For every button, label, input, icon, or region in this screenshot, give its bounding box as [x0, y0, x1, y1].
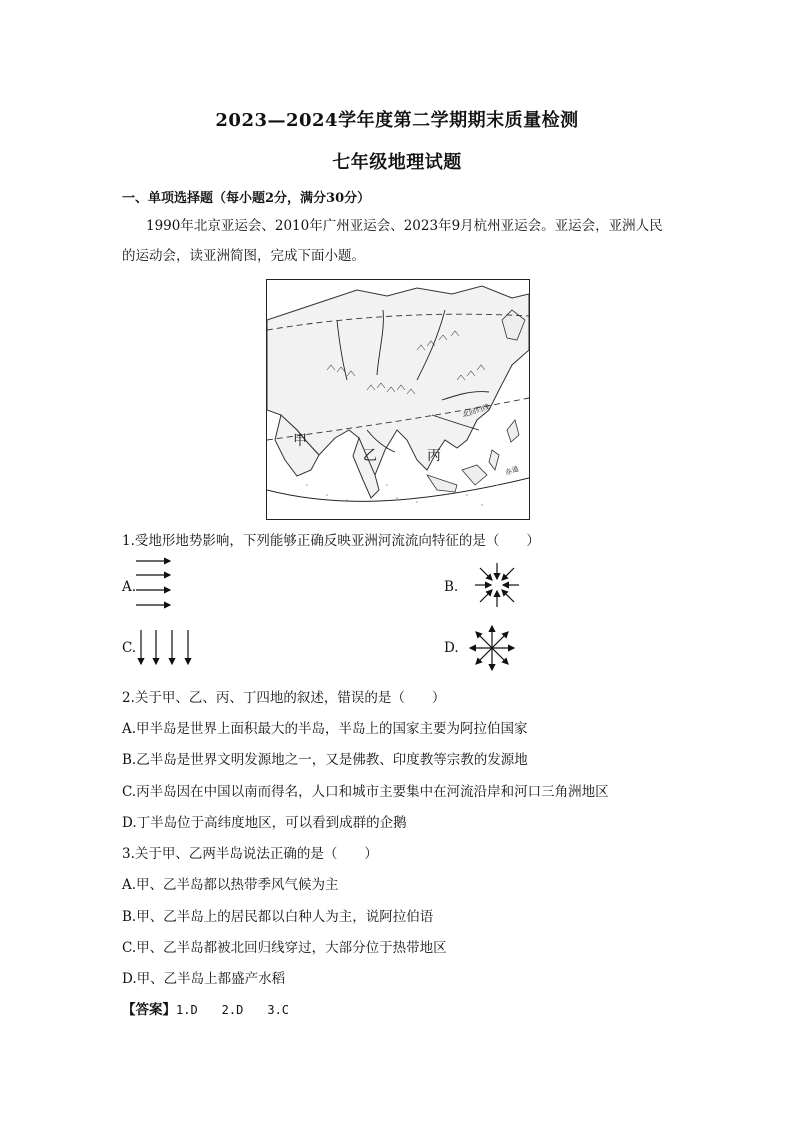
q3-option-a: A.甲、乙半岛都以热带季风气候为主 [122, 877, 339, 893]
question-2-stem: 2.关于甲、乙、丙、丁四地的叙述，错误的是（ ） [122, 690, 446, 706]
q1-option-b-label: B. [444, 579, 459, 595]
label-jia: 甲 [293, 433, 307, 449]
q1-option-b-converging-arrows-icon [474, 562, 520, 608]
question-1-stem: 1.受地形地势影响，下列能够正确反映亚洲河流流向特征的是（ ） [122, 533, 540, 549]
label-tropic: 北回归线 [461, 402, 491, 420]
q1-option-d-label: D. [444, 640, 459, 656]
q1-option-a-arrows-icon [134, 556, 174, 612]
q3-option-d: D.甲、乙半岛上都盛产水稻 [122, 971, 286, 987]
q2-option-b: B.乙半岛是世界文明发源地之一，又是佛教、印度教等宗教的发源地 [122, 752, 528, 768]
q1-option-a-label: A. [122, 579, 137, 595]
answer-label: 【答案】 [122, 1002, 176, 1018]
label-equator: 赤道 [504, 464, 520, 478]
q2-option-d: D.丁半岛位于高纬度地区，可以看到成群的企鹅 [122, 815, 407, 831]
answer-line [122, 998, 289, 1018]
intro-line-2: 的运动会，读亚洲简图，完成下面小题。 [122, 248, 365, 264]
q1-option-d-radiating-arrows-icon [468, 624, 516, 672]
q2-option-c: C.丙半岛因在中国以南而得名，人口和城市主要集中在河流沿岸和河口三角洲地区 [122, 784, 609, 800]
q2-option-a: A.甲半岛是世界上面积最大的半岛，半岛上的国家主要为阿拉伯国家 [122, 721, 528, 737]
intro-line-1: 1990年北京亚运会、2010年广州亚运会、2023年9月杭州亚运会。亚运会，亚洲人民 [146, 218, 663, 234]
asia-map-drawing [267, 280, 529, 519]
exam-subtitle: 七年级地理试题 [332, 152, 462, 173]
question-3-stem: 3.关于甲、乙两半岛说法正确的是（ ） [122, 846, 378, 862]
q3-option-c: C.甲、乙半岛都被北回归线穿过，大部分位于热带地区 [122, 940, 447, 956]
q1-option-c-down-arrows-icon [134, 628, 194, 668]
label-bing: 丙 [427, 448, 441, 464]
section-heading: 一、单项选择题（每小题2分，满分30分） [122, 191, 371, 206]
asia-map [266, 279, 530, 520]
label-yi: 乙 [363, 448, 377, 464]
q1-option-c-label: C. [122, 640, 137, 656]
exam-title: 2023—2024学年度第二学期期末质量检测 [215, 110, 579, 131]
q3-option-b: B.甲、乙半岛上的居民都以白种人为主，说阿拉伯语 [122, 909, 434, 925]
answer-text: 1.D 2.D 3.C [176, 1003, 290, 1017]
